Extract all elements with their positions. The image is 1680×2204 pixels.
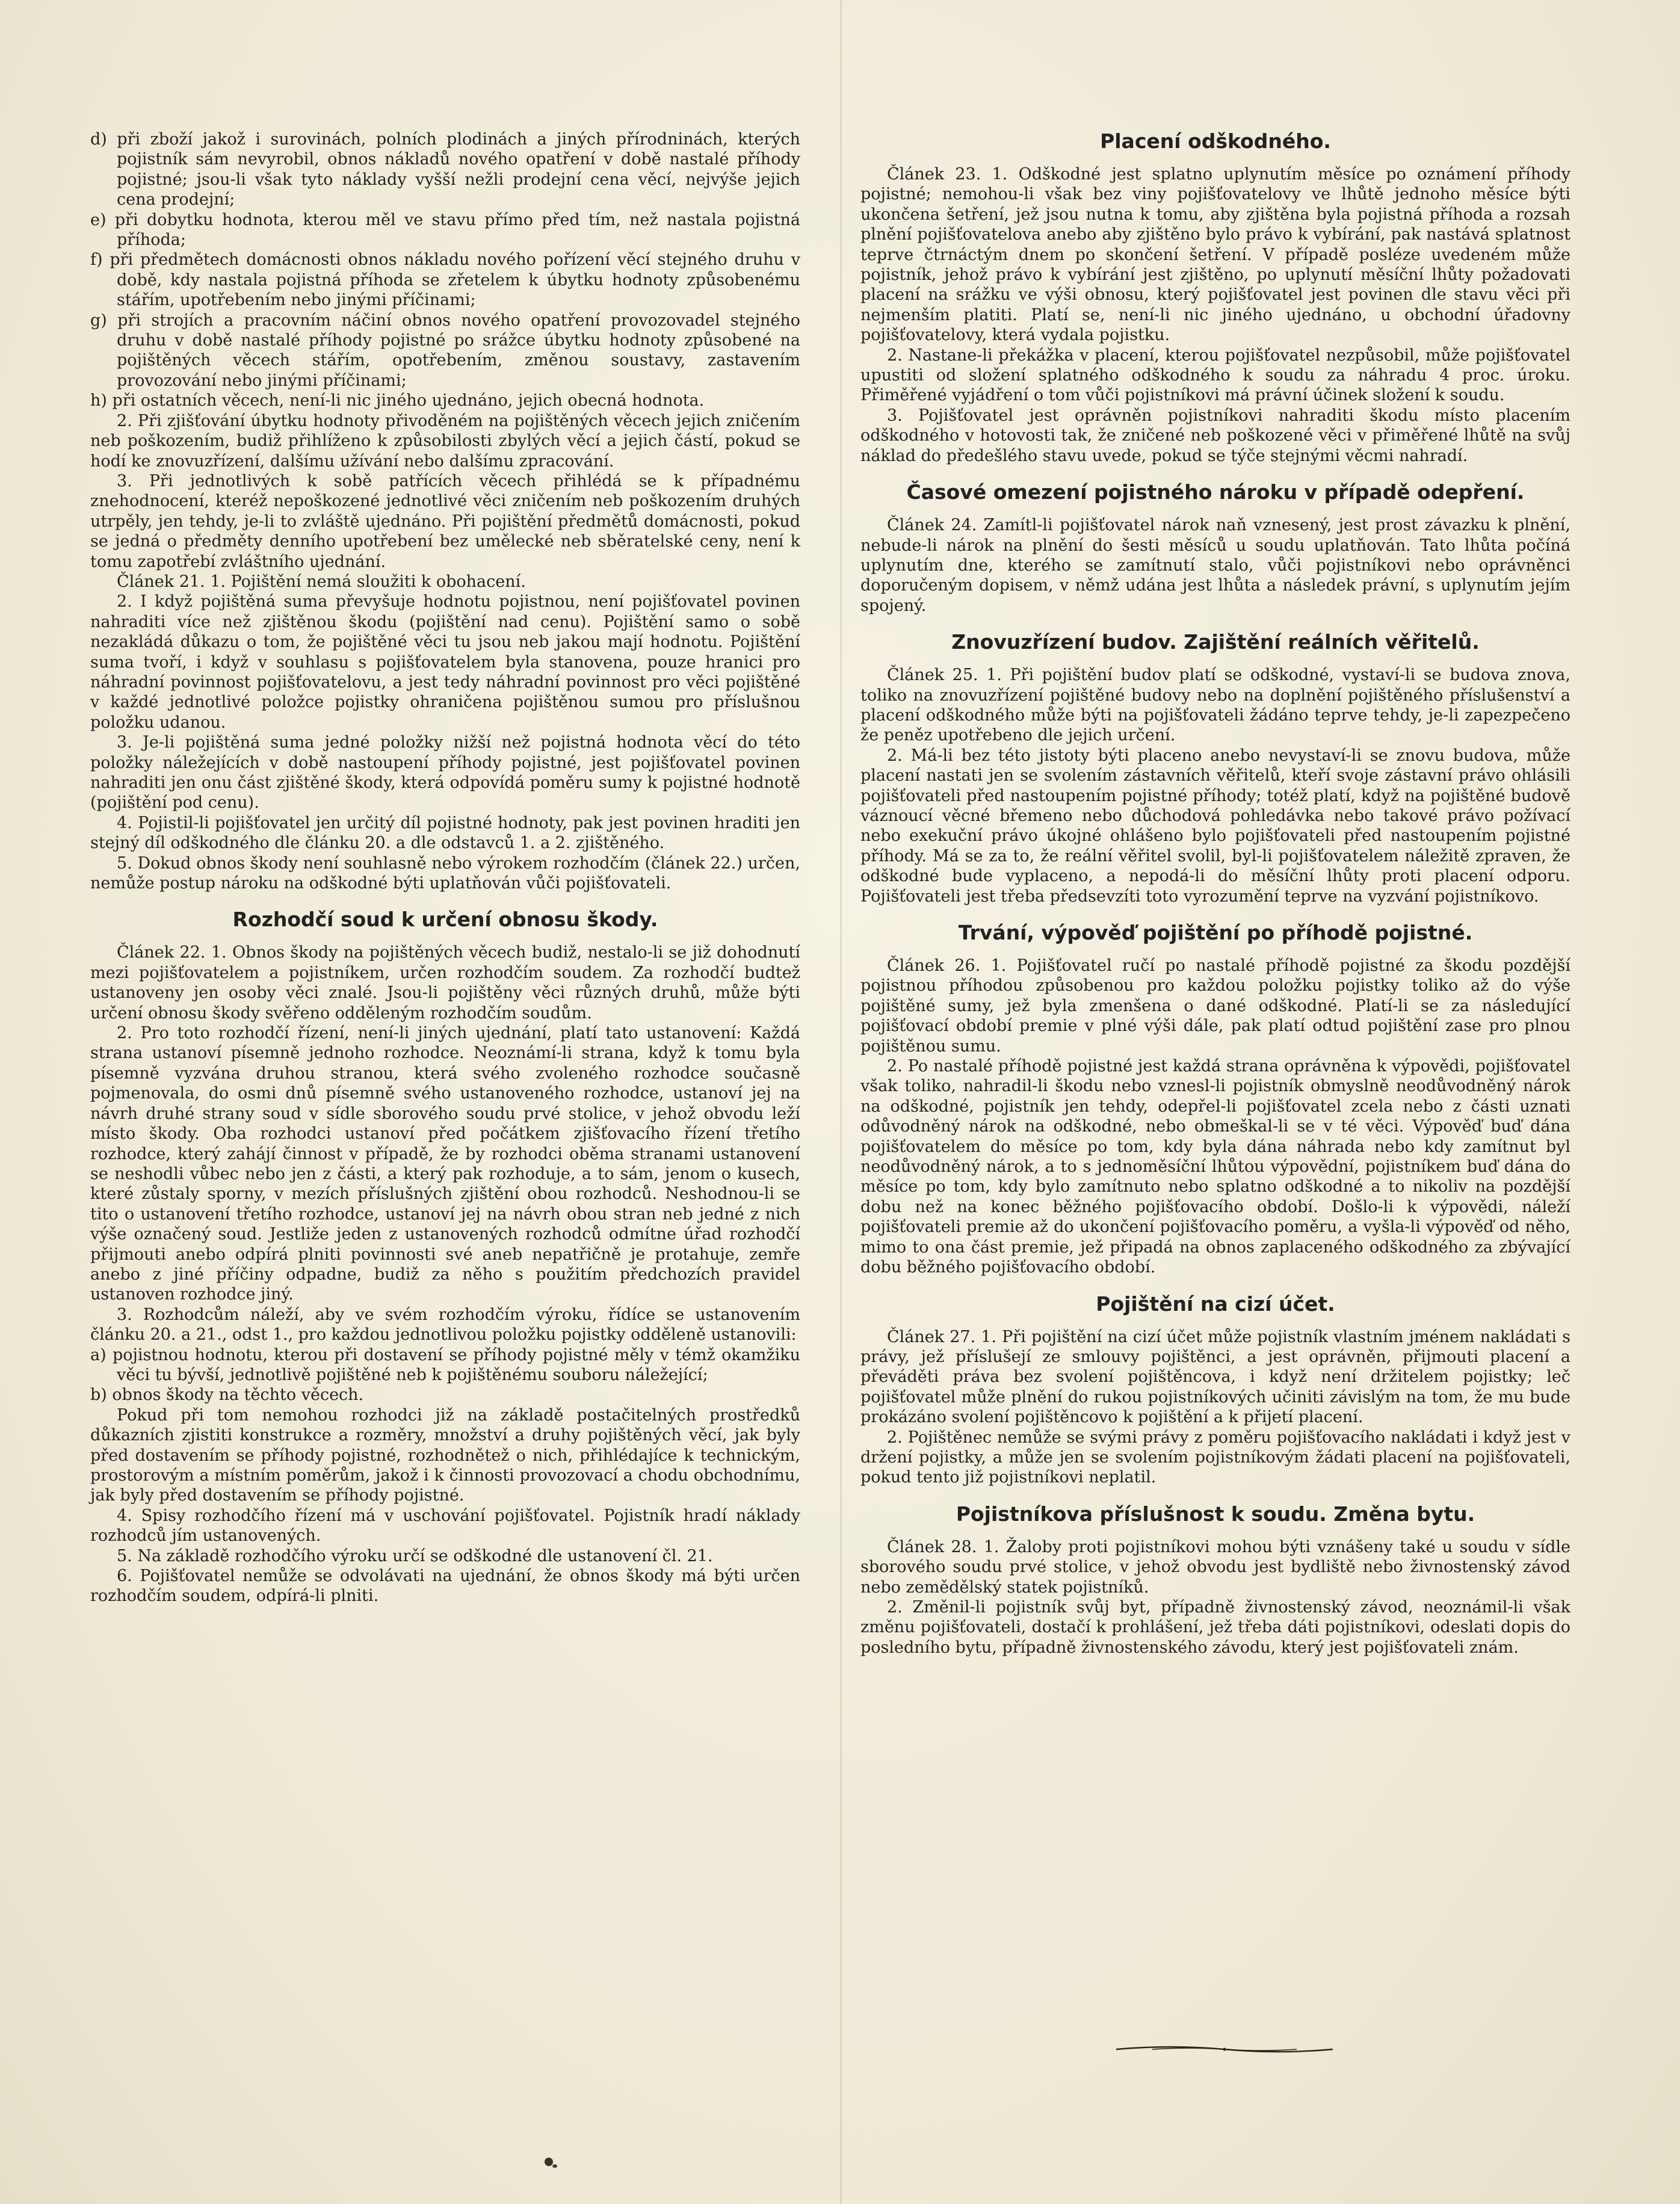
paper-fold-line: [840, 0, 842, 2204]
article-21-paragraph-3: 3. Je-li pojištěná suma jedné položky nižší než pojistná hodnota věcí do této položky náležejících v době nastoupení příhody pojistné, jest pojišťovatel povinen nahraditi jen onu část zjištěné škody, která odpovídá poměru sumy k pojistné hodnotě (pojištění pod cenu).: [90, 733, 800, 813]
article-20-paragraph-3: 3. Při jednotlivých k sobě patřících věcech přihlédá se k případnému znehodnocení, kteréž nepoškozené jednotlivé věci zničením neb poškozením druhých utrpěly, jen tehdy, je-li to zvláště ujednáno. Při pojištění předmětů domácnosti, pokud se jedná o předměty denního upotřebení bez umělecké neb sběratelské ceny, není k tomu zapotřebí zvláštního ujednání.: [90, 471, 800, 571]
item-d: d) při zboží jakož i surovinách, polních plodinách a jiných přírodninách, kterých pojistník sám nevyrobil, obnos nákladů nového opatření v době nastalé příhody pojistné; jsou-li však tyto náklady vyšší nežli prodejní cena věcí, nejvýše jejich cena prodejní;: [90, 130, 800, 209]
heading-foreign-account: Pojištění na cizí účet.: [1096, 1292, 1335, 1316]
article-28-paragraph-2: 2. Změnil-li pojistník svůj byt, případně živnostenský závod, neoznámil-li však změnu pojišťovateli, dostačí k prohlášení, jež třeba dáti pojistníkovi, odeslati dopis do posledního bytu, případně živnostenského závodu, který jest pojišťovateli znám.: [860, 1597, 1570, 1657]
ornament-divider-icon: [1116, 2043, 1333, 2055]
article-22-paragraph-3: 3. Rozhodcům náleží, aby ve svém rozhodčím výroku, řídíce se ustanovením článku 20. a 21., odst 1., pro každou jednotlivou položku pojistky odděleně ustanovili:: [90, 1305, 800, 1345]
heading-rebuilding: Znovuzřízení budov. Zajištění reálních věřitelů.: [951, 630, 1480, 654]
article-22-paragraph-3b: Pokud při tom nemohou rozhodci již na základě postačitelných prostředků důkazních zjistiti konstrukce a rozměry, množství a druhy pojištěných věcí, jak byly před dostavením se příhody pojistné, rozhodnětež o nich, přihlédajíce k technickým, prostorovým a místním poměrům, jakož i k činnosti provozovací a chodu obchodnímu, jak byly před dostavením se příhody pojistné.: [90, 1405, 800, 1505]
article-25-paragraph-1: Článek 25. 1. Při pojištění budov platí se odškodné, vystaví-li se budova znova, toliko na znovuzřízení pojištěné budovy nebo na doplnění pojištěného příslušenství a placení odškodného může býti na pojišťovateli žádáno teprve tehdy, je-li zapezpečeno že peněz upotřebeno dle jejich určení.: [860, 666, 1570, 745]
article-22-paragraph-4: 4. Spisy rozhodčího řízení má v uschování pojišťovatel. Pojistník hradí náklady rozhodců jím ustanovených.: [90, 1506, 800, 1546]
article-26-paragraph-2: 2. Po nastalé příhodě pojistné jest každá strana oprávněna k výpovědi, pojišťovatel však toliko, nahradil-li škodu nebo vznesl-li pojistník obmyslně neodůvodněný nárok na odškodné, pojistník jen tehdy, odepřel-li pojišťovatel zcela nebo z části uznati odůvodněný nárok na odškodné, nebo obmeškal-li se v té věci. Výpověď buď dána pojišťovatelem do měsíce po tom, kdy byla dána náhrada nebo kdy zamítnut byl neodůvodněný nárok, a to s jednoměsíční lhůtou výpovědní, pojistníkem buď dána do měsíce po tom, kdy bylo zamítnuto nebo splatno odškodné a to nikoliv na pozdější dobu než na konec běžného pojišťovacího období. Došlo-li k výpovědi, náleží pojišťovateli premie až do ukončení pojišťovacího poměru, a vyšla-li výpověď od něho, mimo to ona část premie, jež připadá na obnos zaplaceného odškodného za zbývající dobu běžného pojišťovacího období.: [860, 1057, 1570, 1277]
item-e: e) při dobytku hodnota, kterou měl ve stavu přímo před tím, než nastala pojistná příhoda;: [90, 210, 800, 250]
article-23-paragraph-2: 2. Nastane-li překážka v placení, kterou pojišťovatel nezpůsobil, může pojišťovatel upustiti od složení splatného odškodného k soudu za náhradu 4 proc. úroku. Přiměřené vyjádření o tom vůči pojistníkovi má právní účinek složení k soudu.: [860, 345, 1570, 405]
heading-arbitration: Rozhodčí soud k určení obnosu škody.: [232, 908, 658, 932]
article-26-paragraph-1: Článek 26. 1. Pojišťovatel ručí po nastalé příhodě pojistné za škodu pozdější pojistnou příhodou způsobenou pro každou položku pojistky toliko až do výše pojištěné sumy, jež byla zmenšena o dané odškodné. Platí-li se za následující pojišťovací období premie v plné výši dále, pak platí odtud pojištění zase pro plnou pojištěnou sumu.: [860, 956, 1570, 1056]
heading-time-limit: Časové omezení pojistného nároku v případě odepření.: [906, 480, 1525, 504]
article-23-paragraph-3: 3. Pojišťovatel jest oprávněn pojistníkovi nahraditi škodu místo placením odškodného v hotovosti tak, že zničené neb poškozené věci v přiměřené lhůtě na svůj náklad do předešlého stavu uvede, pokud se týče stejnými věcmi nahradí.: [860, 406, 1570, 465]
heading-payment: Placení odškodného.: [1100, 129, 1331, 153]
ink-speck: [552, 2164, 557, 2168]
ink-speck: [545, 2158, 553, 2166]
item-f: f) při předmětech domácnosti obnos nákladu nového pořízení věcí stejného druhu v době, kdy nastala pojistná příhoda se zřetelem k úbytku hodnoty způsobenému stářím, upotřebením nebo jinými příčinami;: [90, 250, 800, 310]
article-20-paragraph-2: 2. Při zjišťování úbytku hodnoty přivoděném na pojištěných věcech jejich zničením neb poškozením, budiž přihlíženo k způsobilosti zbylých věcí a jejich částí, pokud se hodí ke znovuzřízení, dalšímu užívání nebo dalšímu zpracování.: [90, 411, 800, 471]
article-21-paragraph-2: 2. I když pojištěná suma převyšuje hodnotu pojistnou, není pojišťovatel povinen nahraditi více než zjištěnou škodu (pojištění nad cenu). Pojištění samo o sobě nezakládá důkazu o tom, že pojištěné věci tu jsou neb jakou mají hodnotu. Pojištění suma tvoří, i když v souhlasu s pojišťovatelem byla stanovena, pouze hranici pro náhradní povinnost pojišťovatelovu, a jest tedy náhradní povinnost pro věci pojištěné v každé jednotlivé položce pojistky ohraničena pojištěnou sumou pro příslušnou položku udanou.: [90, 592, 800, 732]
article-27-paragraph-2: 2. Pojištěnec nemůže se svými právy z poměru pojišťovacího nakládati i když jest v držení pojistky, a může jen se svolením pojistníkovým žádati placení na pojišťovateli, pokud tento již pojistníkovi neplatil.: [860, 1428, 1570, 1487]
item-h: h) při ostatních věcech, není-li nic jiného ujednáno, jejich obecná hodnota.: [90, 391, 705, 410]
article-22-paragraph-5: 5. Na základě rozhodčího výroku určí se odškodné dle ustanovení čl. 21.: [117, 1546, 713, 1565]
article-23-paragraph-1: Článek 23. 1. Odškodné jest splatno uplynutím měsíce po oznámení příhody pojistné; nemohou-li však bez viny pojišťovatelovy ve lhůtě jednoho měsíce býti ukončena šetření, jež jsou nutna k tomu, aby zjištěna byla pojistná příhoda a rozsah plnění pojišťovatelova anebo aby zjištěno bylo právo k vybírání, pak nastává splatnost teprve čtrnáctým dnem po skončení šetření. V případě posléze uvedeném může pojistník, jehož právo k vybírání jest zjištěno, po uplynutí měsíční lhůty požadovati placení na srážku ve výši obnosu, který pojišťovatel jest povinen dle stavu věci při nejmenším platiti. Platí se, není-li nic jiného ujednáno, u obchodní úřadovny pojišťovatelovy, která vydala pojistku.: [860, 165, 1570, 345]
article-22-paragraph-6: 6. Pojišťovatel nemůže se odvolávati na ujednání, že obnos škody má býti určen rozhodčím soudem, odpírá-li plniti.: [90, 1567, 800, 1606]
article-22-item-b: b) obnos škody na těchto věcech.: [90, 1385, 364, 1405]
article-24-paragraph-1: Článek 24. Zamítl-li pojišťovatel nárok naň vznesený, jest prost závazku k plnění, nebude-li nárok na plnění do šesti měsíců u soudu uplatňován. Tato lhůta počíná uplynutím dne, kterého se zamítnutí stalo, vůči pojistníkovi nebo oprávněnci doporučeným dopisem, v němž udána jest lhůta a následek právní, s uplynutím jejím spojený.: [860, 516, 1570, 615]
article-22-paragraph-2: 2. Pro toto rozhodčí řízení, není-li jiných ujednání, platí tato ustanovení: Každá strana ustanoví písemně jednoho rozhodce. Neoznámí-li strana, když k tomu byla písemně vyzvána druhou stranou, která svého zvoleného rozhodce současně pojmenovala, do osmi dnů písemně svého ustanoveného rozhodce, ustanoví jej na návrh druhé strany soud v sídle sborového soudu prvé stolice, v jehož obvodu leží místo škody. Oba rozhodci ustanoví před počátkem zjišťovacího řízení třetího rozhodce, který zahájí činnost v případě, že by rozhodci oběma stranami ustanovení se neshodli vůbec nebo jen z části, a který pak rozhoduje, a to sám, jenom o kusech, které zůstaly sporny, v mezích příslušných zjištění obou rozhodců. Neshodnou-li se tito o ustanovení třetího rozhodce, ustanoví jej na návrh obou stran neb jedné z nich výše označený soud. Jestliže jeden z ustanovených rozhodců odmítne úřad rozhodčí přijmouti anebo odpírá plniti povinnosti své aneb nepatřičně je protahuje, zemře anebo z jiné příčiny odpadne, budiž za něho s použitím předchozích pravidel ustanoven rozhodce jiný.: [90, 1024, 800, 1304]
article-27-paragraph-1: Článek 27. 1. Při pojištění na cizí účet může pojistník vlastním jménem nakládati s právy, jež příslušejí ze smlouvy pojištěnci, a jest oprávněn, přijmouti placení a převáděti práva bez svolení pojištěncova, i když není držitelem pojistky; leč pojišťovatel může plnění do rukou pojistníkových učiniti závislým na tom, že mu bude prokázáno svolení pojištěncovo k pojištění a k přijetí placení.: [860, 1327, 1570, 1427]
article-21-paragraph-5: 5. Dokud obnos škody není souhlasně nebo výrokem rozhodčím (článek 22.) určen, nemůže postup nároku na odškodné býti uplatňován vůči pojišťovateli.: [90, 853, 800, 893]
heading-duration: Trvání, výpověď pojištění po příhodě pojistné.: [958, 921, 1473, 944]
item-g: g) při strojích a pracovním náčiní obnos nového opatření provozovadel stejného druhu v době nastalé příhody pojistné po srážce úbytku hodnoty způsobené na pojištěných věcech stářím, opotřebením, změnou soustavy, zastavením provozování nebo jinými příčinami;: [90, 311, 800, 390]
article-25-paragraph-2: 2. Má-li bez této jistoty býti placeno anebo nevystaví-li se znovu budova, může placení nastati jen se svolením zástavních věřitelů, kteří svoje zástavní právo ohlásili pojišťovateli před nastoupením pojistné příhody; totéž platí, když na pojištěné budově váznoucí věcné břemeno nebo důchodová pohledávka nebo takové právo požívací nebo exekuční právo úkojné ohlášeno bylo pojišťovateli před nastoupením pojistné příhody. Má se za to, že reální věřitel svolil, byl-li pojišťovatelem náležitě zpraven, že odškodné bude vyplaceno, a nepodá-li do měsíční lhůty proti placení odporu. Pojišťovateli jest třeba předsevzíti toto vyrozumění teprve na vyzvání pojistníkovo.: [860, 746, 1570, 906]
article-28-paragraph-1: Článek 28. 1. Žaloby proti pojistníkovi mohou býti vznášeny také u soudu v sídle sborového soudu prvé stolice, v jehož obvodu jest bydliště nebo živnostenský závod nebo zemědělský statek pojistníků.: [860, 1537, 1570, 1597]
heading-jurisdiction: Pojistníkova příslušnost k soudu. Změna bytu.: [956, 1502, 1475, 1526]
article-21-paragraph-4: 4. Pojistil-li pojišťovatel jen určitý díl pojistné hodnoty, pak jest povinen hraditi jen stejný díl odškodného dle článku 20. a dle odstavců 1. a 2. zjištěného.: [90, 813, 800, 853]
right-column: [860, 129, 1570, 1658]
article-21-paragraph-1: Článek 21. 1. Pojištění nemá sloužiti k obohacení.: [117, 572, 526, 591]
article-22-paragraph-1: Článek 22. 1. Obnos škody na pojištěných věcech budiž, nestalo-li se již dohodnutí mezi pojišťovatelem a pojistníkem, určen rozhodčím soudem. Za rozhodčí budtež ustanoveny jen osoby věci znalé. Jsou-li pojištěny věci různých druhů, může býti určení obnosu škody svěřeno odděleným rozhodčím soudům.: [90, 943, 800, 1023]
left-column: [90, 129, 800, 1606]
article-22-item-a: a) pojistnou hodnotu, kterou při dostavení se příhody pojistné měly v témž okamžiku věci tu bývší, jednotlivě pojištěné neb k pojištěnému souboru náležející;: [90, 1345, 800, 1384]
